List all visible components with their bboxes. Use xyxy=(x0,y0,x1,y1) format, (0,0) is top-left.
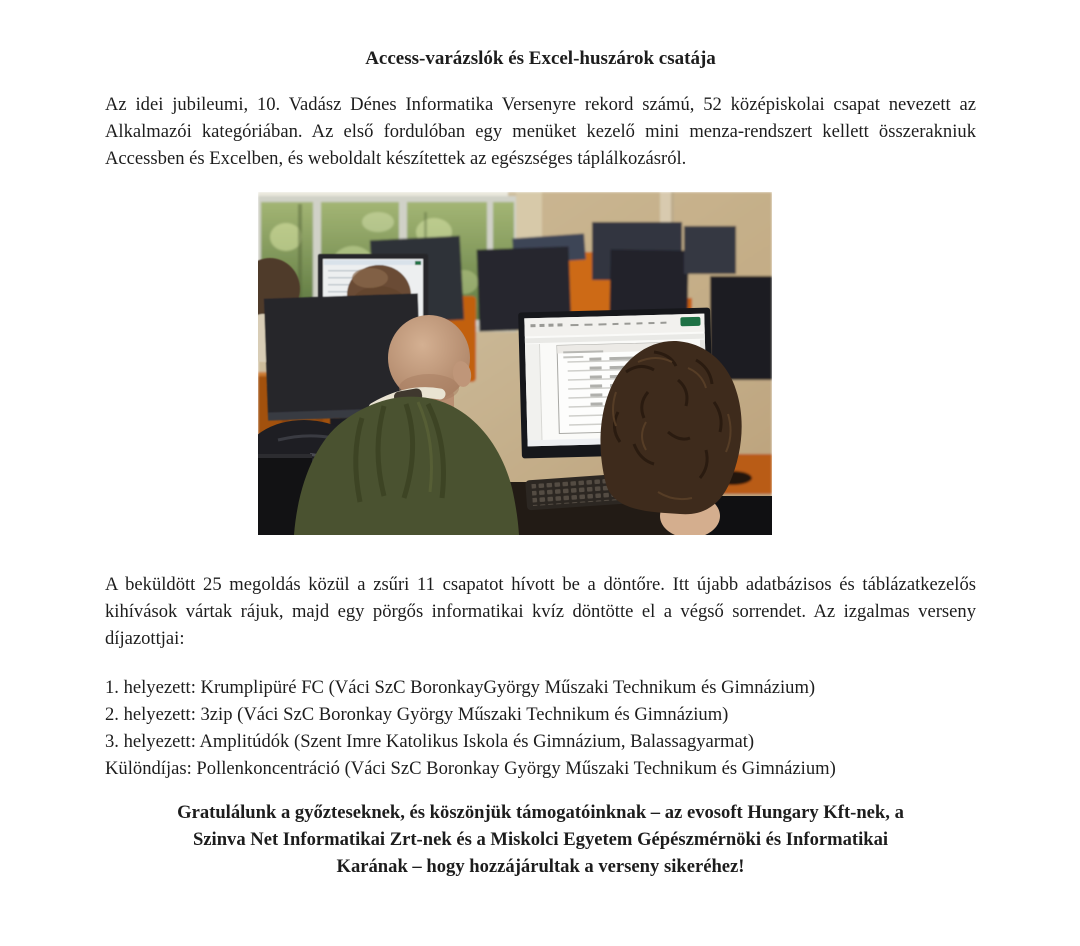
closing-line-1: Gratulálunk a győzteseknek, és köszönjük támogatóinknak – az evosoft Hungary Kft-nek, a xyxy=(177,802,904,823)
excel-green-button xyxy=(680,317,700,327)
winner-line-1: 1. helyezett: Krumplipüré FC (Váci SzC BoronkayGyörgy Műszaki Technikum és Gimnázium) xyxy=(105,677,816,698)
classroom-photo xyxy=(258,192,772,535)
closing-paragraph xyxy=(105,799,976,880)
closing-line-2: Szinva Net Informatikai Zrt-nek és a Miskolci Egyetem Gépészmérnöki és Informatikai xyxy=(192,829,889,850)
intro-paragraph: Az idei jubileumi, 10. Vadász Dénes Informatika Versenyre rekord számú, 52 középiskolai csapat nevezett az Alkalmazói kategóriában. Az első fordulóban egy menüket kezelő mini menza-rendszert kellett összerakniuk Accessben és Excelben, és weboldalt készítettek az egészséges táplálkozásról. xyxy=(105,94,976,169)
winners-list xyxy=(105,674,1045,782)
winner-line-2: 2. helyezett: 3zip (Váci SzC Boronkay György Műszaki Technikum és Gimnázium) xyxy=(105,704,729,725)
closing-line-3: Karának – hogy hozzájárultak a verseny sikeréhez! xyxy=(336,856,745,877)
article-title: Access-varázslók és Excel-huszárok csatája xyxy=(365,48,716,69)
winner-line-4: Különdíjas: Pollenkoncentráció (Váci SzC Boronkay György Műszaki Technikum és Gimnázium) xyxy=(105,758,836,779)
winner-line-3: 3. helyezett: Amplitúdók (Szent Imre Katolikus Iskola és Gimnázium, Balassagyarmat) xyxy=(105,731,755,752)
classroom-photo-figure xyxy=(258,192,772,535)
results-paragraph: A beküldött 25 megoldás közül a zsűri 11 csapatot hívott be a döntőre. Itt újabb adatbázisos és táblázatkezelős kihívások vártak rájuk, majd egy pörgős informatikai kvíz döntötte el a végső sorrendet. Az izgalmas verseny díjazottjai: xyxy=(105,574,976,649)
